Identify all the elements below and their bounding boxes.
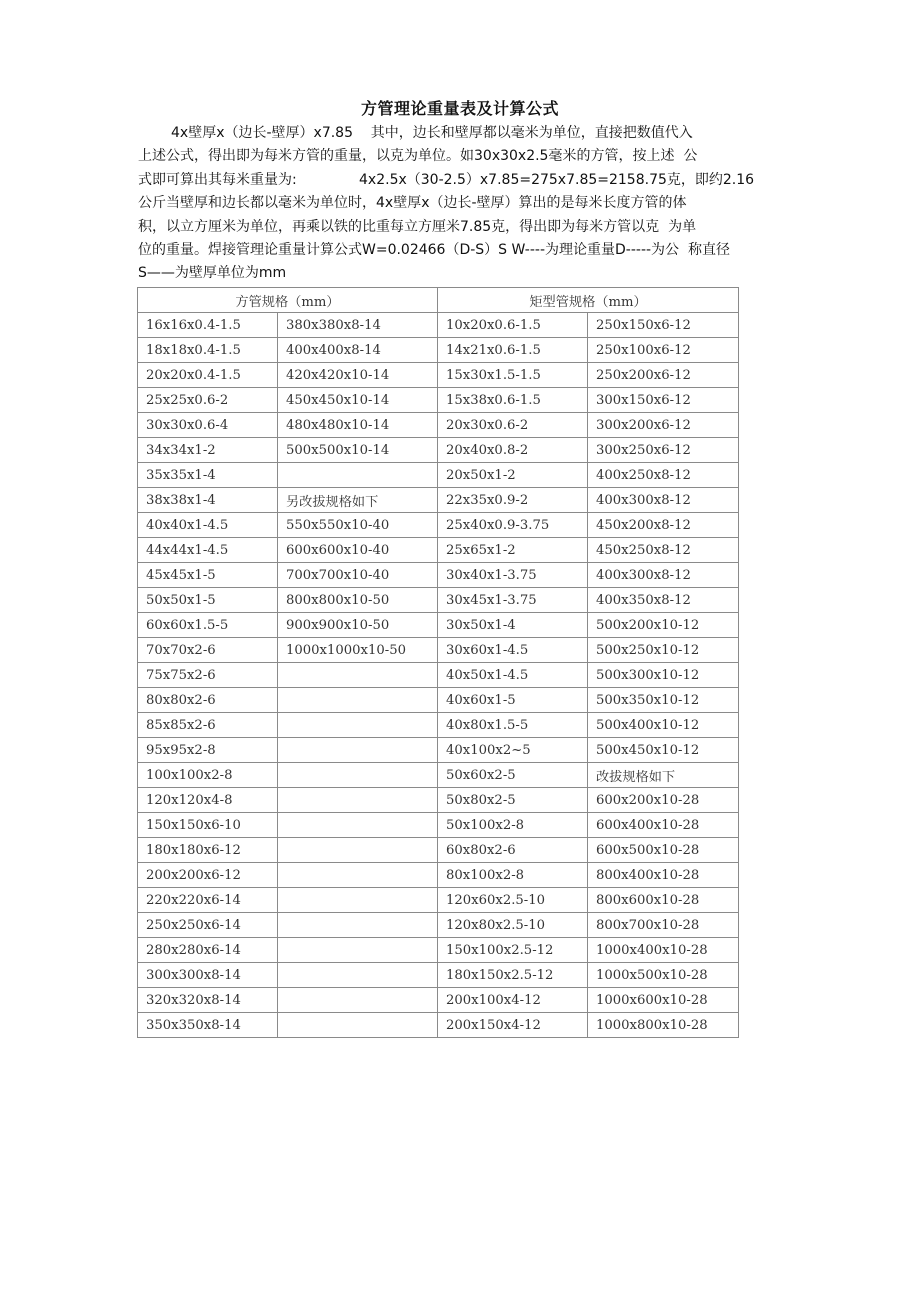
rect-pipe-spec-cell-2: 400x300x8-12 <box>588 488 739 513</box>
table-header-row <box>138 288 739 313</box>
rect-pipe-spec-cell: 40x50x1-4.5 <box>438 663 588 688</box>
rect-pipe-spec-cell-2: 1000x800x10-28 <box>588 1013 739 1038</box>
square-pipe-spec-cell: 75x75x2-6 <box>138 663 278 688</box>
table-row <box>138 988 739 1013</box>
square-pipe-spec-cell: 35x35x1-4 <box>138 463 278 488</box>
table-row <box>138 813 739 838</box>
rect-pipe-spec-cell: 25x65x1-2 <box>438 538 588 563</box>
table-row <box>138 538 739 563</box>
pipe-spec-table <box>137 287 739 1038</box>
square-pipe-spec-cell-2: 1000x1000x10-50 <box>278 638 438 663</box>
rect-pipe-spec-cell-2: 300x250x6-12 <box>588 438 739 463</box>
table-row <box>138 313 739 338</box>
document-title: 方管理论重量表及计算公式 <box>360 99 559 118</box>
rect-pipe-spec-cell: 20x40x0.8-2 <box>438 438 588 463</box>
square-pipe-spec-cell: 85x85x2-6 <box>138 713 278 738</box>
rect-pipe-spec-cell: 40x100x2~5 <box>438 738 588 763</box>
rect-pipe-spec-cell: 120x60x2.5-10 <box>438 888 588 913</box>
rect-pipe-spec-cell-2: 400x250x8-12 <box>588 463 739 488</box>
square-pipe-spec-cell: 44x44x1-4.5 <box>138 538 278 563</box>
rect-pipe-spec-cell: 50x100x2-8 <box>438 813 588 838</box>
square-pipe-spec-cell-2 <box>278 763 438 788</box>
square-pipe-spec-cell-2 <box>278 713 438 738</box>
square-pipe-spec-cell-2 <box>278 888 438 913</box>
rect-pipe-spec-cell-2: 800x600x10-28 <box>588 888 739 913</box>
rect-pipe-spec-cell: 30x45x1-3.75 <box>438 588 588 613</box>
rect-pipe-spec-cell-2: 改拔规格如下 <box>588 763 739 788</box>
table-row <box>138 913 739 938</box>
square-pipe-spec-cell: 40x40x1-4.5 <box>138 513 278 538</box>
table-row <box>138 963 739 988</box>
square-pipe-spec-cell: 220x220x6-14 <box>138 888 278 913</box>
rect-pipe-spec-cell-2: 500x450x10-12 <box>588 738 739 763</box>
rect-pipe-spec-cell-2: 250x100x6-12 <box>588 338 739 363</box>
table-row <box>138 863 739 888</box>
square-pipe-spec-cell: 180x180x6-12 <box>138 838 278 863</box>
square-pipe-spec-cell: 34x34x1-2 <box>138 438 278 463</box>
paragraph-line: 积，以立方厘米为单位，再乘以铁的比重每立方厘米7.85克，得出即为每米方管以克 为单 <box>138 218 697 235</box>
square-pipe-spec-cell-2 <box>278 938 438 963</box>
table-row <box>138 488 739 513</box>
square-pipe-spec-cell: 350x350x8-14 <box>138 1013 278 1038</box>
rect-pipe-spec-cell: 30x50x1-4 <box>438 613 588 638</box>
rect-pipe-spec-cell-2: 600x500x10-28 <box>588 838 739 863</box>
rect-pipe-spec-cell: 10x20x0.6-1.5 <box>438 313 588 338</box>
rect-pipe-spec-cell: 20x50x1-2 <box>438 463 588 488</box>
paragraph-line: S——为壁厚单位为mm <box>138 265 287 282</box>
formula-paragraph <box>138 122 798 286</box>
square-pipe-spec-cell-2: 900x900x10-50 <box>278 613 438 638</box>
rect-pipe-spec-cell-2: 800x700x10-28 <box>588 913 739 938</box>
rect-pipe-spec-cell: 20x30x0.6-2 <box>438 413 588 438</box>
rect-pipe-spec-cell: 15x30x1.5-1.5 <box>438 363 588 388</box>
rect-pipe-spec-cell-2: 300x200x6-12 <box>588 413 739 438</box>
square-pipe-spec-cell-2: 600x600x10-40 <box>278 538 438 563</box>
table-row <box>138 1013 739 1038</box>
table-row <box>138 413 739 438</box>
square-pipe-spec-cell-2 <box>278 988 438 1013</box>
rect-pipe-spec-cell-2: 600x200x10-28 <box>588 788 739 813</box>
square-pipe-spec-cell: 150x150x6-10 <box>138 813 278 838</box>
square-pipe-spec-cell: 300x300x8-14 <box>138 963 278 988</box>
rect-pipe-spec-cell-2: 1000x400x10-28 <box>588 938 739 963</box>
square-pipe-spec-cell: 20x20x0.4-1.5 <box>138 363 278 388</box>
rect-pipe-spec-cell-2: 300x150x6-12 <box>588 388 739 413</box>
square-pipe-spec-cell-2 <box>278 838 438 863</box>
square-pipe-spec-cell: 280x280x6-14 <box>138 938 278 963</box>
table-row <box>138 513 739 538</box>
square-pipe-spec-cell: 70x70x2-6 <box>138 638 278 663</box>
table-row <box>138 738 739 763</box>
square-pipe-spec-cell-2 <box>278 813 438 838</box>
paragraph-line: 4x壁厚x（边长-壁厚）x7.85 其中，边长和壁厚都以毫米为单位，直接把数值代入 <box>171 125 693 141</box>
rect-pipe-spec-cell-2: 450x200x8-12 <box>588 513 739 538</box>
table-row <box>138 613 739 638</box>
paragraph-line: 位的重量。焊接管理论重量计算公式W=0.02466（D-S）S W----为理论重量D-----为公 称直径 <box>138 242 730 259</box>
table-row <box>138 388 739 413</box>
square-pipe-spec-cell-2 <box>278 1013 438 1038</box>
table-row <box>138 563 739 588</box>
table-body <box>138 313 739 1038</box>
square-pipe-spec-cell: 250x250x6-14 <box>138 913 278 938</box>
table-row <box>138 588 739 613</box>
table-row <box>138 838 739 863</box>
rect-pipe-spec-cell: 200x150x4-12 <box>438 1013 588 1038</box>
rect-pipe-spec-cell: 30x60x1-4.5 <box>438 638 588 663</box>
table-row <box>138 463 739 488</box>
rect-pipe-header: 矩型管规格（mm） <box>438 288 739 313</box>
rect-pipe-spec-cell: 80x100x2-8 <box>438 863 588 888</box>
square-pipe-spec-cell: 30x30x0.6-4 <box>138 413 278 438</box>
rect-pipe-spec-cell: 25x40x0.9-3.75 <box>438 513 588 538</box>
square-pipe-spec-cell-2: 450x450x10-14 <box>278 388 438 413</box>
rect-pipe-spec-cell-2: 800x400x10-28 <box>588 863 739 888</box>
rect-pipe-spec-cell: 30x40x1-3.75 <box>438 563 588 588</box>
square-pipe-spec-cell-2: 另改拔规格如下 <box>278 488 438 513</box>
table-row <box>138 788 739 813</box>
rect-pipe-spec-cell-2: 500x250x10-12 <box>588 638 739 663</box>
rect-pipe-spec-cell-2: 250x200x6-12 <box>588 363 739 388</box>
rect-pipe-spec-cell-2: 500x350x10-12 <box>588 688 739 713</box>
table-row <box>138 338 739 363</box>
rect-pipe-spec-cell-2: 450x250x8-12 <box>588 538 739 563</box>
square-pipe-spec-cell-2: 550x550x10-40 <box>278 513 438 538</box>
rect-pipe-spec-cell-2: 1000x600x10-28 <box>588 988 739 1013</box>
paragraph-line: 上述公式，得出即为每米方管的重量，以克为单位。如30x30x2.5毫米的方管，按上述 公 <box>138 148 698 165</box>
rect-pipe-spec-cell: 14x21x0.6-1.5 <box>438 338 588 363</box>
table-row <box>138 888 739 913</box>
rect-pipe-spec-cell-2: 500x300x10-12 <box>588 663 739 688</box>
table-row <box>138 763 739 788</box>
rect-pipe-spec-cell-2: 600x400x10-28 <box>588 813 739 838</box>
rect-pipe-spec-cell: 40x60x1-5 <box>438 688 588 713</box>
table-row <box>138 938 739 963</box>
rect-pipe-spec-cell: 15x38x0.6-1.5 <box>438 388 588 413</box>
square-pipe-spec-cell-2: 700x700x10-40 <box>278 563 438 588</box>
rect-pipe-spec-cell-2: 500x400x10-12 <box>588 713 739 738</box>
square-pipe-spec-cell: 60x60x1.5-5 <box>138 613 278 638</box>
paragraph-line: 式即可算出其每米重量为: 4x2.5x（30-2.5）x7.85=275x7.85=2158.75克，即约2.16 <box>138 171 755 188</box>
square-pipe-spec-cell: 100x100x2-8 <box>138 763 278 788</box>
square-pipe-spec-cell: 200x200x6-12 <box>138 863 278 888</box>
square-pipe-spec-cell: 16x16x0.4-1.5 <box>138 313 278 338</box>
table-row <box>138 688 739 713</box>
square-pipe-spec-cell-2: 800x800x10-50 <box>278 588 438 613</box>
square-pipe-spec-cell-2 <box>278 788 438 813</box>
square-pipe-spec-cell: 80x80x2-6 <box>138 688 278 713</box>
square-pipe-spec-cell-2 <box>278 463 438 488</box>
square-pipe-spec-cell-2 <box>278 863 438 888</box>
square-pipe-spec-cell: 45x45x1-5 <box>138 563 278 588</box>
rect-pipe-spec-cell-2: 1000x500x10-28 <box>588 963 739 988</box>
square-pipe-spec-cell: 95x95x2-8 <box>138 738 278 763</box>
rect-pipe-spec-cell-2: 400x350x8-12 <box>588 588 739 613</box>
rect-pipe-spec-cell: 180x150x2.5-12 <box>438 963 588 988</box>
square-pipe-spec-cell-2: 420x420x10-14 <box>278 363 438 388</box>
rect-pipe-spec-cell-2: 250x150x6-12 <box>588 313 739 338</box>
table-row <box>138 363 739 388</box>
square-pipe-spec-cell-2 <box>278 913 438 938</box>
rect-pipe-spec-cell: 50x80x2-5 <box>438 788 588 813</box>
rect-pipe-spec-cell: 60x80x2-6 <box>438 838 588 863</box>
paragraph-line: 公斤当壁厚和边长都以毫米为单位时，4x壁厚x（边长-壁厚）算出的是每米长度方管的体 <box>138 195 687 212</box>
square-pipe-spec-cell-2: 480x480x10-14 <box>278 413 438 438</box>
square-pipe-spec-cell-2 <box>278 963 438 988</box>
rect-pipe-spec-cell-2: 400x300x8-12 <box>588 563 739 588</box>
square-pipe-spec-cell: 320x320x8-14 <box>138 988 278 1013</box>
square-pipe-spec-cell-2: 400x400x8-14 <box>278 338 438 363</box>
square-pipe-spec-cell: 18x18x0.4-1.5 <box>138 338 278 363</box>
table-row <box>138 713 739 738</box>
rect-pipe-spec-cell-2: 500x200x10-12 <box>588 613 739 638</box>
table-row <box>138 663 739 688</box>
square-pipe-spec-cell-2: 500x500x10-14 <box>278 438 438 463</box>
rect-pipe-spec-cell: 40x80x1.5-5 <box>438 713 588 738</box>
square-pipe-header: 方管规格（mm） <box>138 288 438 313</box>
rect-pipe-spec-cell: 22x35x0.9-2 <box>438 488 588 513</box>
square-pipe-spec-cell-2 <box>278 688 438 713</box>
rect-pipe-spec-cell: 200x100x4-12 <box>438 988 588 1013</box>
rect-pipe-spec-cell: 120x80x2.5-10 <box>438 913 588 938</box>
square-pipe-spec-cell: 50x50x1-5 <box>138 588 278 613</box>
square-pipe-spec-cell-2 <box>278 663 438 688</box>
rect-pipe-spec-cell: 150x100x2.5-12 <box>438 938 588 963</box>
table-row <box>138 638 739 663</box>
rect-pipe-spec-cell: 50x60x2-5 <box>438 763 588 788</box>
table-row <box>138 438 739 463</box>
square-pipe-spec-cell: 25x25x0.6-2 <box>138 388 278 413</box>
square-pipe-spec-cell-2: 380x380x8-14 <box>278 313 438 338</box>
square-pipe-spec-cell: 38x38x1-4 <box>138 488 278 513</box>
square-pipe-spec-cell: 120x120x4-8 <box>138 788 278 813</box>
square-pipe-spec-cell-2 <box>278 738 438 763</box>
